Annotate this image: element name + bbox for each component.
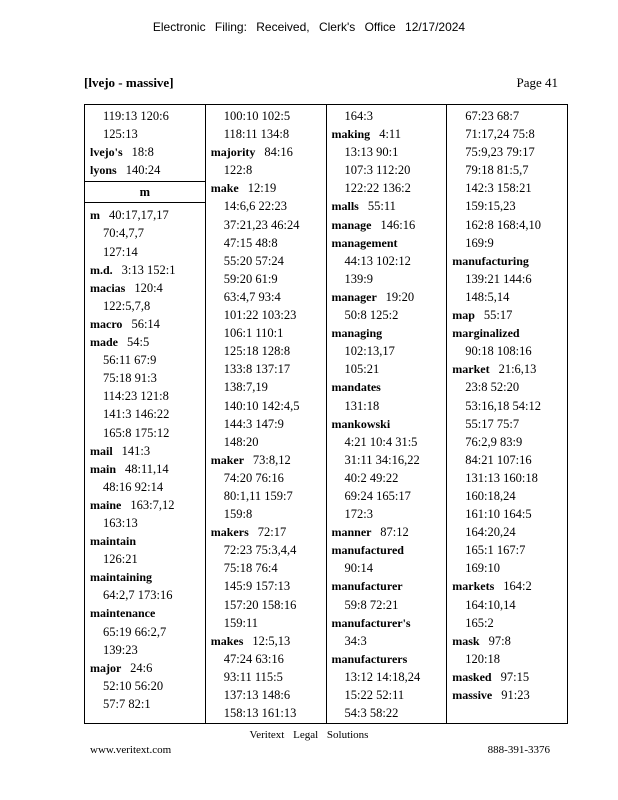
index-column-3 <box>326 105 447 723</box>
entry-continuation: 131:13 160:18 <box>465 470 538 485</box>
entry-continuation: 37:21,23 46:24 <box>223 217 300 232</box>
index-range: [lvejo - massive] <box>84 75 174 90</box>
entry-continuation: 159:11 <box>223 615 259 630</box>
index-entry <box>211 451 326 469</box>
entry-pages: 84:16 <box>264 145 293 160</box>
entry-pages: 40:17,17,17 <box>109 208 169 223</box>
entry-word: map <box>452 308 475 323</box>
entry-word: m <box>90 208 100 223</box>
entry-continuation: 56:11 67:9 <box>103 353 157 368</box>
word-index-table <box>84 104 568 724</box>
entry-continuation: 139:23 <box>103 642 138 657</box>
entry-continuation: 47:15 48:8 <box>223 235 278 250</box>
entry-word: major <box>90 660 122 675</box>
entry-continuation: 159:15,23 <box>465 199 516 214</box>
entry-continuation: 157:20 158:16 <box>223 597 297 612</box>
entry-continuation: 13:12 14:18,24 <box>344 669 421 684</box>
entry-pages: 3:13 152:1 <box>121 262 176 277</box>
entry-continuation: 144:3 147:9 <box>223 416 284 431</box>
entry-word: maine <box>90 497 122 512</box>
entry-continuation: 40:2 49:22 <box>344 470 399 485</box>
index-entry <box>332 577 447 595</box>
entry-word: maintain <box>90 534 137 549</box>
index-entry <box>452 668 567 686</box>
entry-continuation: 55:17 75:7 <box>465 416 520 431</box>
index-entry <box>332 650 447 668</box>
entry-continuation: 172:3 <box>344 507 373 522</box>
entry-pages: 72:17 <box>257 525 287 540</box>
entry-continuation: 122:8 <box>223 163 253 178</box>
entry-word: massive <box>452 688 493 702</box>
index-entry <box>90 143 205 161</box>
entry-word: manufacturers <box>331 651 408 666</box>
index-entry <box>332 288 447 306</box>
entry-continuation: 55:20 57:24 <box>223 253 284 268</box>
entry-continuation: 125:13 <box>103 127 138 142</box>
index-entry <box>90 206 205 224</box>
entry-pages: 91:23 <box>501 688 530 702</box>
entry-pages: 55:17 <box>483 308 513 323</box>
entry-pages: 87:12 <box>380 525 409 540</box>
entry-continuation: 84:21 107:16 <box>465 452 532 467</box>
index-entry <box>332 523 447 541</box>
entry-continuation: 100:10 102:5 <box>223 109 291 123</box>
entry-continuation: 127:14 <box>103 244 138 259</box>
entry-word: makes <box>210 633 244 648</box>
entry-continuation: 165:8 175:12 <box>103 425 170 440</box>
index-entry <box>90 279 205 297</box>
entry-word: maintaining <box>90 570 153 585</box>
entry-continuation: 74:20 76:16 <box>223 470 284 485</box>
index-entry <box>332 378 447 396</box>
entry-continuation: 140:10 142:4,5 <box>223 398 300 413</box>
entry-continuation: 137:13 148:6 <box>223 688 291 702</box>
index-entry <box>90 261 205 279</box>
entry-continuation: 65:19 66:2,7 <box>103 624 167 639</box>
index-entry <box>332 324 447 342</box>
entry-continuation: 75:18 91:3 <box>103 371 157 386</box>
entry-word: mail <box>90 443 113 458</box>
entry-continuation: 67:23 68:7 <box>465 109 520 123</box>
index-entry <box>332 197 447 215</box>
entry-continuation: 133:8 137:17 <box>223 362 291 377</box>
entry-continuation: 13:13 90:1 <box>344 145 399 160</box>
entry-continuation: 165:2 <box>465 615 494 630</box>
entry-word: masked <box>452 669 492 684</box>
index-entry <box>90 532 205 550</box>
entry-continuation: 75:18 76:4 <box>223 561 278 576</box>
entry-continuation: 118:11 134:8 <box>223 127 290 142</box>
index-entry <box>332 541 447 559</box>
entry-continuation: 54:3 58:22 <box>344 706 399 721</box>
entry-continuation: 131:18 <box>344 398 380 413</box>
filing-stamp: Electronic Filing: Received, Clerk's Office 12/17/2024 <box>152 20 466 34</box>
index-entry <box>452 306 567 324</box>
entry-pages: 48:11,14 <box>125 461 169 476</box>
entry-continuation: 63:4,7 93:4 <box>223 289 281 304</box>
entry-continuation: 165:1 167:7 <box>465 543 526 558</box>
entry-pages: 12:5,13 <box>252 633 291 648</box>
entry-pages: 164:2 <box>503 579 532 594</box>
entry-word: makers <box>210 525 249 540</box>
entry-word: mandates <box>331 380 381 395</box>
entry-word: markets <box>452 579 495 594</box>
entry-word: lvejo's <box>90 145 123 160</box>
entry-continuation: 59:8 72:21 <box>344 597 399 612</box>
entry-word: macias <box>90 280 126 295</box>
index-entry <box>211 179 326 197</box>
entry-pages: 18:8 <box>131 145 154 160</box>
index-entry <box>90 460 205 478</box>
entry-continuation: 57:7 82:1 <box>103 696 151 711</box>
index-entry <box>332 234 447 252</box>
entry-continuation: 90:18 108:16 <box>465 344 532 359</box>
index-entry <box>90 496 205 514</box>
entry-pages: 97:8 <box>488 633 511 648</box>
entry-continuation: 50:8 125:2 <box>344 308 399 323</box>
entry-continuation: 15:22 52:11 <box>344 688 405 702</box>
entry-word: managing <box>331 326 383 341</box>
entry-word: lyons <box>90 163 117 178</box>
entry-pages: 146:16 <box>380 217 416 232</box>
entry-pages: 54:5 <box>127 335 150 350</box>
entry-continuation: 105:21 <box>344 362 380 377</box>
entry-continuation: 14:6,6 22:23 <box>223 199 287 214</box>
index-entry <box>332 125 447 143</box>
entry-continuation: 76:2,9 83:9 <box>465 434 523 449</box>
index-entry <box>90 604 205 622</box>
entry-continuation: 64:2,7 173:16 <box>103 588 173 603</box>
entry-word: malls <box>331 199 359 214</box>
entry-continuation: 107:3 112:20 <box>344 163 411 178</box>
entry-continuation: 47:24 63:16 <box>223 651 284 666</box>
entry-continuation: 164:20,24 <box>465 525 516 540</box>
entry-pages: 120:4 <box>134 280 163 295</box>
entry-word: manufacturer <box>331 579 403 594</box>
entry-continuation: 79:18 81:5,7 <box>465 163 529 178</box>
entry-pages: 73:8,12 <box>252 452 291 467</box>
entry-continuation: 90:14 <box>344 561 373 576</box>
entry-word: mankowski <box>331 416 391 431</box>
index-entry <box>452 252 567 270</box>
entry-word: made <box>90 335 118 350</box>
index-entry <box>90 659 205 677</box>
entry-word: manufacturing <box>452 253 529 268</box>
index-entry <box>90 568 205 586</box>
index-entry <box>332 614 447 632</box>
entry-continuation: 159:8 <box>223 507 253 522</box>
entry-pages: 141:3 <box>121 443 151 458</box>
index-entry <box>211 523 326 541</box>
entry-continuation: 162:8 168:4,10 <box>465 217 541 232</box>
entry-continuation: 34:3 <box>344 633 367 648</box>
entry-word: manufactured <box>331 543 404 558</box>
entry-word: mask <box>452 633 480 648</box>
entry-continuation: 158:13 161:13 <box>223 706 297 721</box>
index-entry <box>90 333 205 351</box>
entry-continuation: 80:1,11 159:7 <box>223 488 293 503</box>
entry-word: marginalized <box>452 326 520 341</box>
entry-pages: 21:6,13 <box>498 362 537 377</box>
index-column-2 <box>205 105 326 723</box>
index-entry <box>211 632 326 650</box>
index-entry <box>211 143 326 161</box>
entry-continuation: 59:20 61:9 <box>223 271 278 286</box>
index-entry <box>452 577 567 595</box>
entry-continuation: 161:10 164:5 <box>465 507 532 522</box>
entry-continuation: 141:3 146:22 <box>103 407 170 422</box>
entry-continuation: 44:13 102:12 <box>344 253 411 268</box>
footer-company: Veritext Legal Solutions <box>249 729 369 741</box>
entry-continuation: 164:3 <box>344 109 373 123</box>
entry-pages: 12:19 <box>247 181 277 196</box>
entry-word: manage <box>331 217 372 232</box>
entry-continuation: 160:18,24 <box>465 488 516 503</box>
entry-word: main <box>90 461 117 476</box>
entry-word: majority <box>210 145 256 160</box>
entry-pages: 97:15 <box>500 669 530 684</box>
index-entry <box>332 216 447 234</box>
section-letter: m <box>85 181 205 203</box>
entry-continuation: 139:21 144:6 <box>465 271 532 286</box>
footer-website: www.veritext.com <box>90 744 172 756</box>
entry-continuation: 164:10,14 <box>465 597 516 612</box>
entry-continuation: 169:9 <box>465 235 494 250</box>
index-column-4 <box>446 105 567 723</box>
entry-pages: 4:11 <box>379 127 401 142</box>
entry-continuation: 119:13 120:6 <box>103 109 169 123</box>
index-entry <box>90 161 205 179</box>
entry-word: making <box>331 127 371 142</box>
entry-word: m.d. <box>90 262 113 277</box>
entry-word: manager <box>331 289 377 304</box>
entry-continuation: 69:24 165:17 <box>344 488 411 503</box>
index-entry <box>90 315 205 333</box>
entry-continuation: 4:21 10:4 31:5 <box>344 434 418 449</box>
entry-pages: 24:6 <box>130 660 153 675</box>
entry-continuation: 163:13 <box>103 515 138 530</box>
entry-continuation: 102:13,17 <box>344 344 395 359</box>
entry-pages: 163:7,12 <box>130 497 175 512</box>
entry-word: make <box>210 181 239 196</box>
page-number: Page 41 <box>516 75 558 90</box>
entry-continuation: 53:16,18 54:12 <box>465 398 541 413</box>
entry-continuation: 75:9,23 79:17 <box>465 145 535 160</box>
index-entry <box>452 360 567 378</box>
entry-continuation: 114:23 121:8 <box>103 389 169 404</box>
entry-continuation: 122:5,7,8 <box>103 298 151 313</box>
entry-continuation: 148:5,14 <box>465 289 510 304</box>
entry-word: management <box>331 235 398 250</box>
entry-continuation: 126:21 <box>103 552 138 567</box>
entry-continuation: 145:9 157:13 <box>223 579 291 594</box>
entry-pages: 140:24 <box>125 163 161 178</box>
entry-continuation: 93:11 115:5 <box>223 669 283 684</box>
entry-continuation: 48:16 92:14 <box>103 479 164 494</box>
entry-continuation: 120:18 <box>465 651 500 666</box>
entry-continuation: 52:10 56:20 <box>103 678 164 693</box>
index-entry <box>90 442 205 460</box>
index-entry <box>452 686 567 704</box>
entry-word: maintenance <box>90 606 156 621</box>
entry-continuation: 70:4,7,7 <box>103 226 144 241</box>
entry-continuation: 106:1 110:1 <box>223 326 284 341</box>
entry-continuation: 101:22 103:23 <box>223 308 297 323</box>
index-entry <box>452 632 567 650</box>
entry-continuation: 138:7,19 <box>223 380 268 395</box>
entry-continuation: 31:11 34:16,22 <box>344 452 420 467</box>
entry-word: manufacturer's <box>331 615 411 630</box>
entry-word: maker <box>210 452 244 467</box>
entry-continuation: 122:22 136:2 <box>344 181 411 196</box>
entry-word: macro <box>90 316 123 331</box>
entry-continuation: 71:17,24 75:8 <box>465 127 535 142</box>
entry-continuation: 125:18 128:8 <box>223 344 291 359</box>
entry-continuation: 169:10 <box>465 561 500 576</box>
entry-continuation: 23:8 52:20 <box>465 380 520 395</box>
entry-continuation: 142:3 158:21 <box>465 181 532 196</box>
entry-continuation: 148:20 <box>223 434 259 449</box>
footer-phone: 888-391-3376 <box>487 744 550 756</box>
entry-word: market <box>452 362 490 377</box>
entry-pages: 55:11 <box>367 199 396 214</box>
entry-continuation: 72:23 75:3,4,4 <box>223 543 297 558</box>
entry-pages: 56:14 <box>131 316 160 331</box>
index-entry <box>332 415 447 433</box>
index-entry <box>452 324 567 342</box>
entry-continuation: 139:9 <box>344 271 373 286</box>
entry-pages: 19:20 <box>385 289 415 304</box>
index-column-1 <box>85 105 205 723</box>
entry-word: manner <box>331 525 372 540</box>
